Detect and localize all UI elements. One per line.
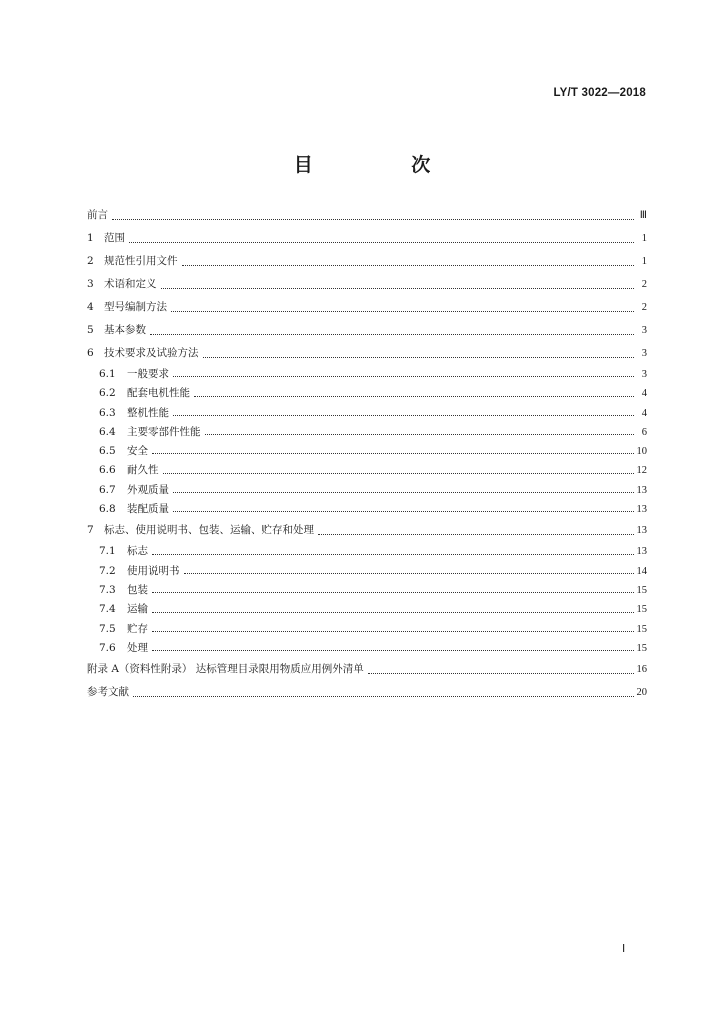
toc-entry-label: 包装 (127, 583, 148, 596)
toc-entry-page: 4 (641, 388, 647, 400)
toc-dot-leader (152, 631, 634, 632)
toc-entry-page: 14 (636, 565, 647, 577)
toc-dot-leader (184, 573, 634, 574)
toc-entry-page: 15 (636, 623, 647, 635)
toc-entry-page: 4 (641, 407, 647, 419)
toc-entry-label: 安全 (127, 445, 148, 458)
toc-entry-number: 7.3 (99, 583, 116, 596)
toc-entry-label: 范围 (104, 232, 125, 244)
toc-entry-label: 一般要求 (127, 368, 169, 380)
toc-entry[interactable] (87, 581, 647, 600)
toc-entry-number: 6.3 (99, 406, 116, 419)
document-code: LY/T 3022—2018 (553, 87, 646, 99)
toc-entry-number: 7.2 (99, 564, 116, 577)
toc-entry[interactable] (87, 365, 647, 384)
toc-dot-leader (173, 511, 634, 512)
toc-entry-page: 13 (636, 484, 647, 496)
toc-dot-leader (161, 288, 635, 289)
toc-entry-page: 15 (636, 584, 647, 596)
toc-entry-page: 13 (636, 504, 647, 516)
toc-dot-leader (152, 650, 634, 651)
toc-entry-page: 12 (636, 465, 647, 477)
toc-entry-page: 13 (636, 525, 647, 537)
toc-entry-page: 3 (641, 325, 647, 336)
toc-entry-label: 基本参数 (104, 324, 146, 336)
toc-entry[interactable] (87, 620, 647, 639)
toc-entry[interactable] (87, 500, 647, 519)
toc-entry[interactable] (87, 442, 647, 461)
toc-dot-leader (205, 434, 635, 435)
toc-entry-label: 配套电机性能 (127, 387, 190, 400)
toc-entry[interactable] (87, 600, 647, 619)
toc-dot-leader (194, 396, 634, 397)
toc-entry-number: 3 (87, 278, 94, 290)
toc-entry-label: 贮存 (127, 622, 148, 635)
toc-dot-leader (150, 334, 634, 335)
toc-entry-number: 7.6 (99, 641, 116, 654)
toc-dot-leader (152, 592, 634, 593)
toc-entry-page: 3 (641, 369, 647, 380)
toc-dot-leader (173, 376, 634, 377)
toc-entry-label: 处理 (127, 641, 148, 654)
toc-dot-leader (171, 311, 634, 312)
toc-dot-leader (112, 219, 634, 220)
toc-entry-label: 装配质量 (127, 503, 169, 516)
toc-dot-leader (163, 473, 634, 474)
toc-dot-leader (152, 554, 634, 555)
toc-entry-label: 前言 (87, 209, 108, 221)
toc-entry-label: 标志、使用说明书、包装、运输、贮存和处理 (104, 524, 314, 537)
footer-page-number: Ⅰ (622, 943, 626, 955)
toc-entry-number: 7 (87, 524, 94, 537)
toc-entry-label: 耐久性 (127, 464, 159, 477)
toc-dot-leader (173, 492, 634, 493)
toc-entry-page: 15 (636, 642, 647, 654)
toc-dot-leader (152, 612, 634, 613)
toc-entry-page: 20 (636, 687, 647, 699)
toc-entry-number: 5 (87, 324, 94, 336)
toc-entry-label: 术语和定义 (104, 278, 157, 290)
toc-entry-number: 6.1 (99, 368, 116, 380)
toc-entry-label: 整机性能 (127, 406, 169, 419)
toc-entry-number: 6.5 (99, 445, 116, 458)
toc-entry-number: 6.4 (99, 425, 116, 438)
toc-dot-leader (318, 534, 634, 535)
toc-dot-leader (203, 357, 635, 358)
toc-entry[interactable] (87, 250, 647, 273)
toc-entry-number: 6.2 (99, 387, 116, 400)
toc-entry-page: 3 (641, 348, 647, 359)
toc-entry-number: 4 (87, 301, 94, 313)
toc-entry[interactable] (87, 342, 647, 365)
toc-entry-label: 参考文献 (87, 686, 129, 699)
toc-entry-page: 2 (641, 279, 647, 290)
toc-entry-label: 使用说明书 (127, 564, 180, 577)
toc-entry-number: 6.8 (99, 503, 116, 516)
page-title: 目 次 (293, 154, 477, 176)
toc-dot-leader (368, 673, 634, 674)
toc-entry-number: 6.6 (99, 464, 116, 477)
toc-entry-number: 6 (87, 347, 94, 359)
toc-entry[interactable] (87, 542, 647, 561)
toc-entry[interactable] (87, 562, 647, 581)
toc-entry-number: 2 (87, 255, 94, 267)
toc-entry-label: 主要零部件性能 (127, 425, 201, 438)
toc-entry-page: 2 (641, 302, 647, 313)
toc-entry-number: 7.5 (99, 622, 116, 635)
toc-entry-number: 6.7 (99, 483, 116, 496)
toc-entry-page: 16 (636, 664, 647, 676)
toc-entry-label: 规范性引用文件 (104, 255, 178, 267)
toc-entry[interactable] (87, 481, 647, 500)
toc-entry[interactable] (87, 384, 647, 403)
toc-dot-leader (133, 696, 634, 697)
toc-entry-label: 外观质量 (127, 483, 169, 496)
toc-entry[interactable] (87, 639, 647, 658)
toc-entry[interactable] (87, 273, 647, 296)
toc-dot-leader (152, 453, 634, 454)
toc-entry[interactable] (87, 461, 647, 480)
toc-dot-leader (129, 242, 634, 243)
toc-entry[interactable] (87, 423, 647, 442)
toc-entry-label: 附录 A（资料性附录） 达标管理目录限用物质应用例外清单 (87, 663, 364, 676)
toc-entry[interactable] (87, 227, 647, 250)
toc-entry-number: 7.1 (99, 545, 116, 558)
toc-entry[interactable] (87, 319, 647, 342)
toc-entry-page: 10 (636, 446, 647, 458)
toc-entry-label: 技术要求及试验方法 (104, 347, 199, 359)
toc-entry-page: 1 (641, 256, 647, 267)
toc-entry-page: 6 (641, 426, 647, 438)
toc-entry-label: 标志 (127, 545, 148, 558)
toc-entry[interactable] (87, 296, 647, 319)
toc-dot-leader (173, 415, 634, 416)
toc-entry-page: Ⅲ (639, 210, 647, 221)
toc-entry[interactable] (87, 681, 647, 704)
toc-entry[interactable] (87, 519, 647, 542)
table-of-contents (87, 204, 647, 704)
toc-entry[interactable] (87, 658, 647, 681)
toc-entry-page: 15 (636, 604, 647, 616)
toc-entry[interactable] (87, 404, 647, 423)
toc-dot-leader (182, 265, 635, 266)
toc-entry[interactable] (87, 204, 647, 227)
toc-entry-number: 1 (87, 232, 94, 244)
toc-entry-label: 型号编制方法 (104, 301, 167, 313)
toc-entry-number: 7.4 (99, 603, 116, 616)
toc-entry-label: 运输 (127, 603, 148, 616)
toc-entry-page: 13 (636, 546, 647, 558)
toc-entry-page: 1 (641, 233, 647, 244)
